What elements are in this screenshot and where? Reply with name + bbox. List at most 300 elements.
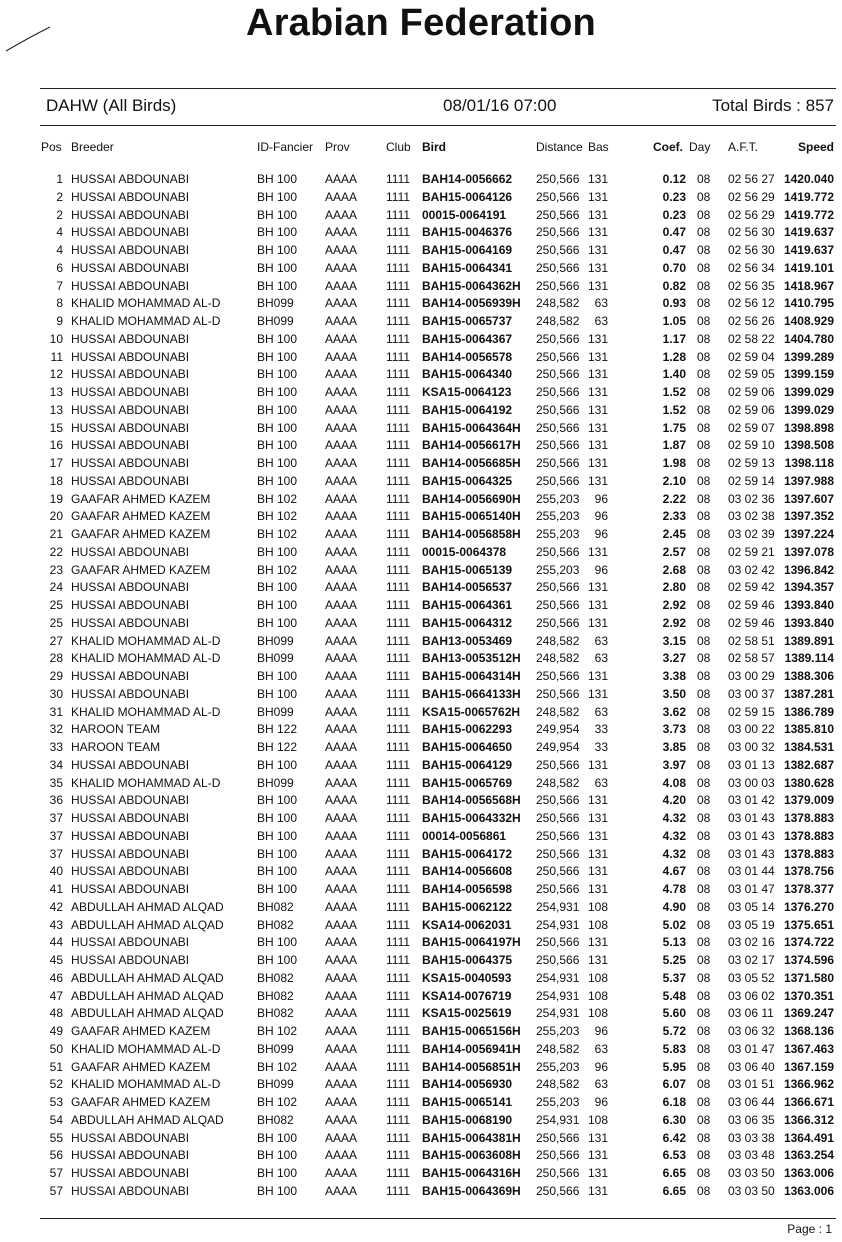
row-bas: 131: [587, 864, 608, 879]
pen-stroke-icon: [4, 24, 54, 54]
row-bas: 131: [587, 686, 608, 701]
row-distance: 250,566: [536, 349, 580, 364]
row-pos: 15: [49, 420, 63, 435]
row-speed: 1419.101: [783, 260, 834, 275]
row-speed: 1404.780: [783, 331, 834, 346]
row-speed: 1397.078: [783, 544, 834, 559]
row-distance: 250,566: [536, 615, 580, 630]
table-row: [0, 810, 842, 828]
row-distance: 255,203: [536, 509, 580, 524]
row-bird: BAH15-0064192: [422, 402, 513, 417]
row-club: 1111: [386, 828, 411, 843]
row-distance: 250,566: [536, 385, 580, 399]
row-distance: 248,582: [536, 1041, 580, 1056]
row-distance: 250,566: [536, 686, 580, 701]
row-bas: 131: [587, 438, 608, 453]
row-coef: 3.97: [662, 757, 686, 772]
page-number: Page : 1: [787, 1222, 832, 1236]
row-aft: 02 56 35: [728, 278, 775, 293]
row-coef: 0.47: [662, 243, 686, 257]
row-club: 1111: [386, 172, 411, 186]
row-id-fancier: BH 100: [257, 882, 298, 896]
row-bird: BAH15-0064369H: [422, 1183, 521, 1198]
row-prov: AAAA: [325, 189, 358, 204]
row-id-fancier: BH082: [257, 917, 294, 932]
row-speed: 1371.580: [783, 970, 834, 985]
row-bird: BAH15-0664133H: [422, 686, 521, 701]
row-distance: 250,566: [536, 1166, 580, 1180]
row-coef: 6.07: [662, 1077, 686, 1092]
row-id-fancier: BH 100: [257, 1148, 298, 1163]
row-bas: 63: [594, 651, 608, 666]
row-club: 1111: [386, 1130, 411, 1145]
row-distance: 250,566: [536, 278, 580, 293]
row-day: 08: [697, 917, 711, 932]
row-distance: 249,954: [536, 722, 580, 737]
row-club: 1111: [386, 722, 411, 737]
table-row: [0, 260, 842, 278]
race-name: DAHW (All Birds): [46, 96, 177, 115]
row-speed: 1399.289: [783, 349, 834, 364]
col-header-club: Club: [386, 140, 411, 154]
row-bas: 131: [587, 1148, 608, 1163]
row-breeder: HUSSAI ABDOUNABI: [71, 456, 190, 470]
row-day: 08: [697, 385, 711, 399]
row-coef: 5.25: [662, 953, 686, 967]
row-pos: 37: [49, 811, 63, 825]
row-speed: 1396.842: [783, 562, 834, 577]
row-id-fancier: BH 102: [257, 491, 298, 506]
row-club: 1111: [386, 385, 411, 399]
row-coef: 5.60: [662, 1006, 686, 1021]
table-row: [0, 224, 842, 242]
row-coef: 5.48: [662, 988, 686, 1003]
row-breeder: HUSSAI ABDOUNABI: [71, 172, 190, 186]
row-aft: 02 56 29: [728, 207, 775, 222]
row-aft: 03 00 32: [728, 740, 775, 754]
row-pos: 31: [49, 704, 63, 719]
row-prov: AAAA: [325, 917, 358, 932]
row-pos: 48: [49, 1006, 63, 1021]
row-distance: 255,203: [536, 1024, 580, 1038]
table-row: [0, 420, 842, 438]
table-row: [0, 988, 842, 1006]
table-row: [0, 775, 842, 793]
row-day: 08: [697, 225, 711, 240]
row-pos: 57: [49, 1166, 63, 1180]
row-breeder: KHALID MOHAMMAD AL-D: [71, 704, 221, 719]
row-coef: 4.08: [662, 775, 686, 790]
row-day: 08: [697, 651, 711, 666]
row-pos: 55: [49, 1130, 63, 1145]
row-coef: 2.92: [662, 615, 686, 630]
row-distance: 250,566: [536, 828, 580, 843]
row-coef: 5.72: [662, 1024, 686, 1038]
row-breeder: HUSSAI ABDOUNABI: [71, 189, 190, 204]
row-club: 1111: [386, 704, 411, 719]
row-id-fancier: BH 100: [257, 757, 298, 772]
row-pos: 50: [49, 1041, 63, 1056]
row-prov: AAAA: [325, 935, 358, 950]
row-prov: AAAA: [325, 793, 358, 808]
row-day: 08: [697, 314, 711, 328]
row-bird: BAH15-0065737: [422, 314, 513, 328]
row-id-fancier: BH 100: [257, 953, 298, 967]
row-bas: 131: [587, 882, 608, 896]
row-bas: 131: [587, 473, 608, 488]
row-speed: 1367.159: [783, 1059, 834, 1074]
row-id-fancier: BH 100: [257, 402, 298, 417]
row-club: 1111: [386, 740, 411, 754]
row-bas: 63: [594, 704, 608, 719]
row-bas: 96: [594, 527, 608, 541]
row-coef: 4.67: [662, 864, 686, 879]
row-aft: 02 59 13: [728, 456, 775, 470]
row-coef: 0.47: [662, 225, 686, 240]
row-speed: 1382.687: [783, 757, 834, 772]
row-prov: AAAA: [325, 970, 358, 985]
row-day: 08: [697, 1112, 711, 1127]
row-club: 1111: [386, 1006, 411, 1021]
table-row: [0, 881, 842, 899]
row-pos: 43: [49, 917, 63, 932]
row-breeder: HUSSAI ABDOUNABI: [71, 1130, 190, 1145]
row-breeder: ABDULLAH AHMAD ALQAD: [71, 988, 224, 1003]
row-day: 08: [697, 970, 711, 985]
row-prov: AAAA: [325, 864, 358, 879]
row-bird: BAH15-0064314H: [422, 669, 521, 683]
row-distance: 250,566: [536, 580, 580, 595]
row-pos: 42: [49, 899, 63, 914]
row-breeder: HUSSAI ABDOUNABI: [71, 846, 190, 861]
row-bird: BAH15-0064126: [422, 189, 513, 204]
row-speed: 1378.883: [783, 846, 834, 861]
table-row: [0, 313, 842, 331]
row-prov: AAAA: [325, 260, 358, 275]
table-row: [0, 650, 842, 668]
row-bird: BAH14-0056690H: [422, 491, 521, 506]
row-prov: AAAA: [325, 580, 358, 595]
row-bas: 131: [587, 1166, 608, 1180]
row-distance: 248,582: [536, 314, 580, 328]
row-pos: 35: [49, 775, 63, 790]
row-aft: 03 02 16: [728, 935, 775, 950]
row-coef: 3.15: [662, 633, 686, 648]
row-club: 1111: [386, 527, 411, 541]
row-speed: 1378.756: [783, 864, 834, 879]
row-bird: BAH13-0053469: [422, 633, 513, 648]
row-day: 08: [697, 935, 711, 950]
row-distance: 250,566: [536, 882, 580, 896]
row-aft: 03 01 47: [728, 1041, 775, 1056]
row-bird: KSA15-0040593: [422, 970, 512, 985]
row-aft: 02 56 29: [728, 189, 775, 204]
row-day: 08: [697, 811, 711, 825]
row-day: 08: [697, 473, 711, 488]
row-speed: 1378.883: [783, 811, 834, 825]
table-row: [0, 349, 842, 367]
row-prov: AAAA: [325, 1024, 358, 1038]
row-day: 08: [697, 864, 711, 879]
row-bas: 131: [587, 260, 608, 275]
row-pos: 11: [50, 349, 63, 364]
row-day: 08: [697, 580, 711, 595]
row-day: 08: [697, 1183, 711, 1198]
row-speed: 1387.281: [783, 686, 834, 701]
col-header-aft: A.F.T.: [728, 140, 759, 154]
row-prov: AAAA: [325, 438, 358, 453]
row-bird: BAH14-0056662: [422, 172, 513, 186]
row-breeder: KHALID MOHAMMAD AL-D: [71, 1041, 221, 1056]
row-bas: 131: [587, 615, 608, 630]
row-bas: 131: [587, 935, 608, 950]
row-aft: 03 02 42: [728, 562, 775, 577]
row-id-fancier: BH 100: [257, 207, 298, 222]
row-bird: BAH14-0056941H: [422, 1041, 521, 1056]
row-bas: 131: [587, 331, 608, 346]
row-prov: AAAA: [325, 651, 358, 666]
row-id-fancier: BH 100: [257, 1166, 298, 1180]
row-prov: AAAA: [325, 1183, 358, 1198]
row-distance: 250,566: [536, 846, 580, 861]
row-breeder: GAAFAR AHMED KAZEM: [71, 509, 211, 524]
row-club: 1111: [386, 1166, 411, 1180]
row-bas: 131: [587, 1130, 608, 1145]
table-row: [0, 384, 842, 402]
row-coef: 4.32: [662, 846, 686, 861]
row-bas: 131: [587, 580, 608, 595]
row-club: 1111: [386, 899, 411, 914]
row-bird: BAH14-0056930: [422, 1077, 513, 1092]
row-bird: BAH15-0064172: [422, 846, 513, 861]
row-coef: 1.40: [662, 367, 686, 382]
row-speed: 1366.312: [783, 1112, 834, 1127]
row-prov: AAAA: [325, 331, 358, 346]
row-bird: BAH15-0064361: [422, 598, 513, 612]
row-speed: 1378.377: [783, 882, 834, 896]
row-distance: 250,566: [536, 793, 580, 808]
row-speed: 1363.006: [783, 1183, 834, 1198]
row-breeder: KHALID MOHAMMAD AL-D: [71, 314, 221, 328]
row-prov: AAAA: [325, 278, 358, 293]
row-day: 08: [697, 598, 711, 612]
row-id-fancier: BH 100: [257, 669, 298, 683]
row-bas: 131: [587, 420, 608, 435]
row-prov: AAAA: [325, 1166, 358, 1180]
row-id-fancier: BH 100: [257, 189, 298, 204]
row-pos: 4: [56, 225, 63, 240]
row-distance: 250,566: [536, 402, 580, 417]
row-bas: 108: [587, 970, 608, 985]
row-day: 08: [697, 615, 711, 630]
row-aft: 02 59 05: [728, 367, 775, 382]
row-day: 08: [697, 509, 711, 524]
row-coef: 5.95: [662, 1059, 686, 1074]
row-prov: AAAA: [325, 828, 358, 843]
row-day: 08: [697, 1148, 711, 1163]
row-coef: 1.28: [662, 349, 686, 364]
row-breeder: HUSSAI ABDOUNABI: [71, 207, 190, 222]
row-speed: 1399.029: [783, 385, 834, 399]
row-bird: BAH13-0053512H: [422, 651, 521, 666]
row-prov: AAAA: [325, 722, 358, 737]
row-coef: 4.90: [662, 899, 686, 914]
row-distance: 250,566: [536, 172, 580, 186]
row-aft: 02 59 07: [728, 420, 775, 435]
row-club: 1111: [386, 349, 411, 364]
row-club: 1111: [386, 580, 411, 595]
table-row: [0, 1005, 842, 1023]
row-id-fancier: BH 100: [257, 438, 298, 453]
row-bas: 131: [587, 385, 608, 399]
row-breeder: GAAFAR AHMED KAZEM: [71, 527, 211, 541]
row-club: 1111: [386, 651, 411, 666]
row-distance: 248,582: [536, 1077, 580, 1092]
row-breeder: HUSSAI ABDOUNABI: [71, 385, 190, 399]
row-distance: 248,582: [536, 704, 580, 719]
row-club: 1111: [386, 846, 411, 861]
row-distance: 250,566: [536, 544, 580, 559]
row-club: 1111: [386, 953, 411, 967]
row-breeder: HUSSAI ABDOUNABI: [71, 243, 190, 257]
row-aft: 02 59 06: [728, 385, 775, 399]
row-aft: 03 05 19: [728, 917, 775, 932]
row-coef: 2.80: [662, 580, 686, 595]
row-distance: 254,931: [536, 970, 580, 985]
row-bird: KSA15-0064123: [422, 385, 512, 399]
row-prov: AAAA: [325, 420, 358, 435]
row-prov: AAAA: [325, 953, 358, 967]
row-aft: 02 56 34: [728, 260, 775, 275]
row-pos: 53: [49, 1095, 63, 1109]
row-club: 1111: [386, 438, 411, 453]
row-id-fancier: BH 100: [257, 349, 298, 364]
row-coef: 4.78: [662, 882, 686, 896]
row-prov: AAAA: [325, 243, 358, 257]
row-pos: 30: [49, 686, 63, 701]
row-coef: 6.65: [662, 1166, 686, 1180]
row-id-fancier: BH 100: [257, 828, 298, 843]
row-aft: 02 59 15: [728, 704, 775, 719]
row-coef: 2.22: [662, 491, 686, 506]
row-coef: 2.10: [662, 473, 686, 488]
row-club: 1111: [386, 793, 411, 808]
row-speed: 1393.840: [783, 615, 834, 630]
row-coef: 0.23: [662, 207, 686, 222]
row-breeder: ABDULLAH AHMAD ALQAD: [71, 1112, 224, 1127]
row-distance: 250,566: [536, 207, 580, 222]
row-distance: 250,566: [536, 598, 580, 612]
row-breeder: HUSSAI ABDOUNABI: [71, 811, 190, 825]
row-bas: 108: [587, 1112, 608, 1127]
row-club: 1111: [386, 1077, 411, 1092]
row-id-fancier: BH 122: [257, 722, 298, 737]
row-prov: AAAA: [325, 775, 358, 790]
row-aft: 03 02 17: [728, 953, 775, 967]
row-bird: BAH14-0056608: [422, 864, 513, 879]
table-row: [0, 633, 842, 651]
row-day: 08: [697, 207, 711, 222]
row-pos: 29: [49, 669, 63, 683]
row-distance: 250,566: [536, 953, 580, 967]
table-row: [0, 970, 842, 988]
table-row: [0, 1094, 842, 1112]
row-club: 1111: [386, 544, 411, 559]
row-club: 1111: [386, 207, 411, 222]
row-coef: 6.30: [662, 1112, 686, 1127]
row-breeder: HUSSAI ABDOUNABI: [71, 669, 190, 683]
row-pos: 54: [49, 1112, 63, 1127]
row-id-fancier: BH 100: [257, 225, 298, 240]
row-aft: 02 59 42: [728, 580, 775, 595]
row-id-fancier: BH 100: [257, 473, 298, 488]
row-day: 08: [697, 686, 711, 701]
row-breeder: HAROON TEAM: [71, 722, 161, 737]
row-day: 08: [697, 456, 711, 470]
row-aft: 03 06 02: [728, 988, 775, 1003]
row-distance: 250,566: [536, 260, 580, 275]
row-club: 1111: [386, 367, 411, 382]
row-coef: 4.20: [662, 793, 686, 808]
table-row: [0, 455, 842, 473]
row-aft: 03 06 44: [728, 1095, 775, 1109]
row-distance: 250,566: [536, 669, 580, 683]
row-speed: 1397.988: [783, 473, 834, 488]
row-day: 08: [697, 1059, 711, 1074]
table-row: [0, 597, 842, 615]
row-day: 08: [697, 1166, 711, 1180]
row-bird: BAH14-0056685H: [422, 456, 521, 470]
row-day: 08: [697, 757, 711, 772]
table-row: [0, 402, 842, 420]
table-row: [0, 526, 842, 544]
row-coef: 5.83: [662, 1041, 686, 1056]
row-speed: 1420.040: [783, 172, 834, 186]
row-bas: 63: [594, 314, 608, 328]
row-distance: 250,566: [536, 367, 580, 382]
row-speed: 1364.491: [783, 1130, 834, 1145]
row-bas: 96: [594, 562, 608, 577]
row-breeder: HUSSAI ABDOUNABI: [71, 935, 190, 950]
table-row: [0, 721, 842, 739]
table-row: [0, 508, 842, 526]
row-bas: 63: [594, 775, 608, 790]
row-club: 1111: [386, 1112, 411, 1127]
row-club: 1111: [386, 456, 411, 470]
row-club: 1111: [386, 598, 411, 612]
row-id-fancier: BH 102: [257, 1095, 298, 1109]
row-speed: 1369.247: [783, 1006, 834, 1021]
table-row: [0, 757, 842, 775]
row-day: 08: [697, 1095, 711, 1109]
row-bird: KSA14-0062031: [422, 917, 512, 932]
row-bird: BAH14-0056578: [422, 349, 513, 364]
row-breeder: HUSSAI ABDOUNABI: [71, 580, 190, 595]
row-pos: 36: [49, 793, 63, 808]
row-club: 1111: [386, 296, 411, 311]
row-distance: 250,566: [536, 456, 580, 470]
row-pos: 37: [49, 828, 63, 843]
row-distance: 250,566: [536, 189, 580, 204]
row-club: 1111: [386, 402, 411, 417]
table-row: [0, 579, 842, 597]
row-bird: BAH14-0056568H: [422, 793, 521, 808]
row-breeder: GAAFAR AHMED KAZEM: [71, 562, 211, 577]
row-coef: 6.53: [662, 1148, 686, 1163]
row-prov: AAAA: [325, 669, 358, 683]
row-pos: 27: [49, 633, 63, 648]
row-bas: 63: [594, 1041, 608, 1056]
